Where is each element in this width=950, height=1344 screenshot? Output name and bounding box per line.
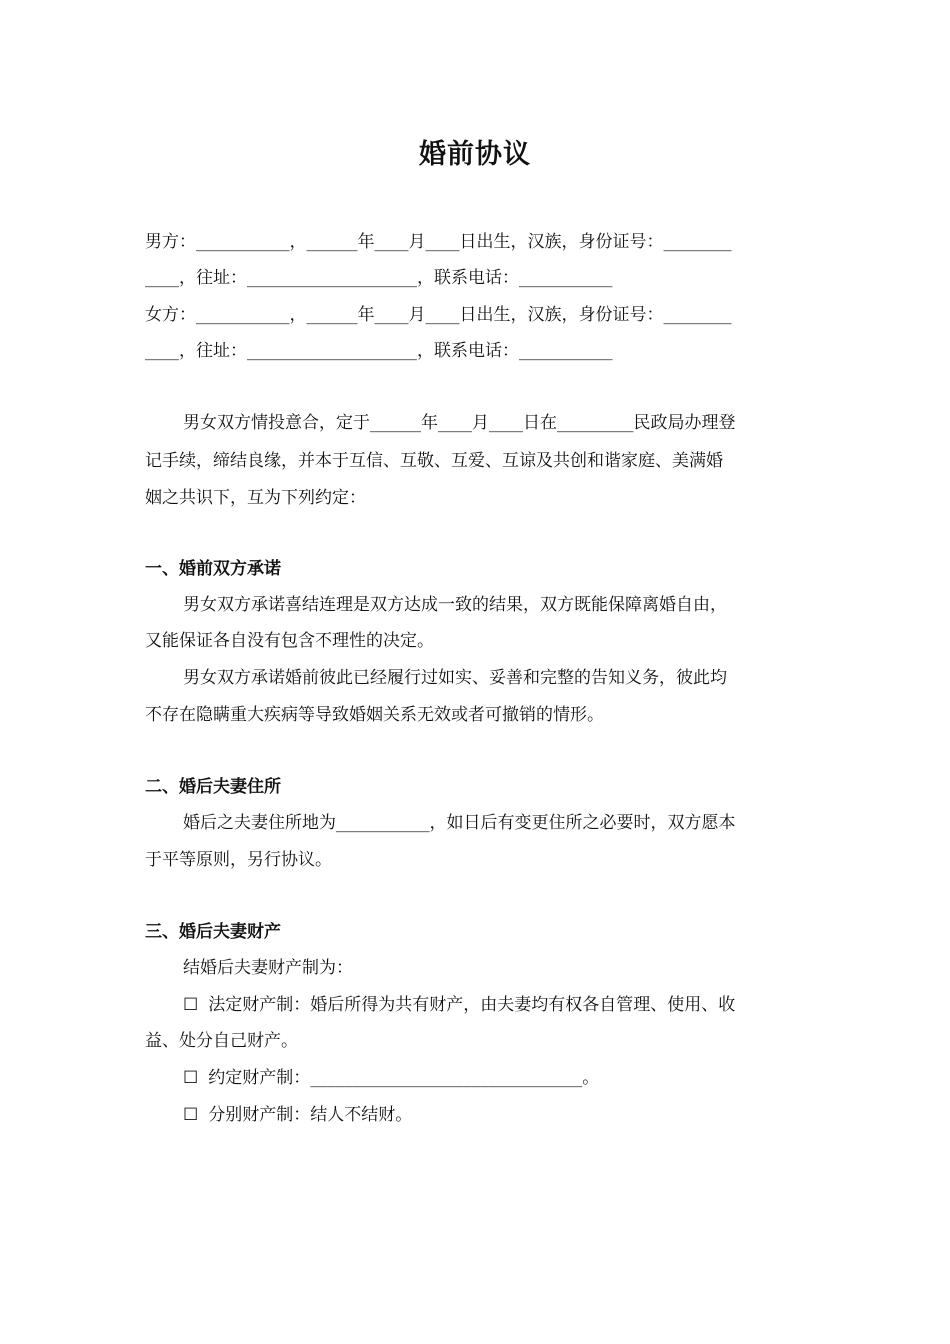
- section-1-line-3: 男女双方承诺婚前彼此已经履行过如实、妥善和完整的告知义务，彼此均: [183, 668, 727, 688]
- section-1-line-4: 不存在隐瞒重大疾病等导致婚姻关系无效或者可撤销的情形。: [145, 705, 604, 725]
- male-party-info-line-2: ____，往址：____________________，联系电话：___________: [145, 268, 613, 288]
- checkbox-icon[interactable]: ☐: [183, 1068, 199, 1088]
- separate-property-label: 分别财产制：结人不结财。: [208, 1105, 413, 1125]
- female-party-info-line-1: 女方：___________，______年____月____日出生，汉族，身份证号：________: [145, 305, 732, 325]
- agreed-property-option: [183, 1066, 863, 1090]
- section-2-heading: 二、婚后夫妻住所: [145, 777, 281, 797]
- female-party-info-line-2: ____，往址：____________________，联系电话：___________: [145, 341, 613, 361]
- statutory-property-continuation: 益、处分自己财产。: [145, 1031, 298, 1051]
- agreed-property-label: 约定财产制：________________________________。: [208, 1068, 600, 1088]
- section-2-line-2: 于平等原则，另行协议。: [145, 850, 332, 870]
- statutory-property-label: 法定财产制：婚后所得为共有财产，由夫妻均有权各自管理、使用、收: [208, 995, 736, 1015]
- document-title: 婚前协议: [419, 139, 531, 170]
- statutory-property-option: [183, 993, 863, 1017]
- section-3-heading: 三、婚后夫妻财产: [145, 922, 281, 942]
- section-2-line-1: 婚后之夫妻住所地为___________，如日后有变更住所之必要时，双方愿本: [183, 813, 736, 833]
- preamble-line-1: 男女双方情投意合，定于______年____月____日在_________民政局办理登: [183, 413, 736, 433]
- male-party-info-line-1: 男方：___________，______年____月____日出生，汉族，身份证号：________: [145, 232, 732, 252]
- separate-property-option: [183, 1103, 863, 1127]
- checkbox-icon[interactable]: ☐: [183, 995, 199, 1015]
- preamble-line-3: 姻之共识下，互为下列约定：: [145, 488, 366, 508]
- section-1-heading: 一、婚前双方承诺: [145, 559, 281, 579]
- section-1-line-1: 男女双方承诺喜结连理是双方达成一致的结果，双方既能保障离婚自由，: [183, 595, 727, 615]
- checkbox-icon[interactable]: ☐: [183, 1105, 199, 1125]
- section-1-line-2: 又能保证各自没有包含不理性的决定。: [145, 631, 434, 651]
- section-3-intro: 结婚后夫妻财产制为：: [183, 958, 353, 978]
- preamble-line-2: 记手续，缔结良缘，并本于互信、互敬、互爱、互谅及共创和谐家庭、美满婚: [145, 451, 723, 471]
